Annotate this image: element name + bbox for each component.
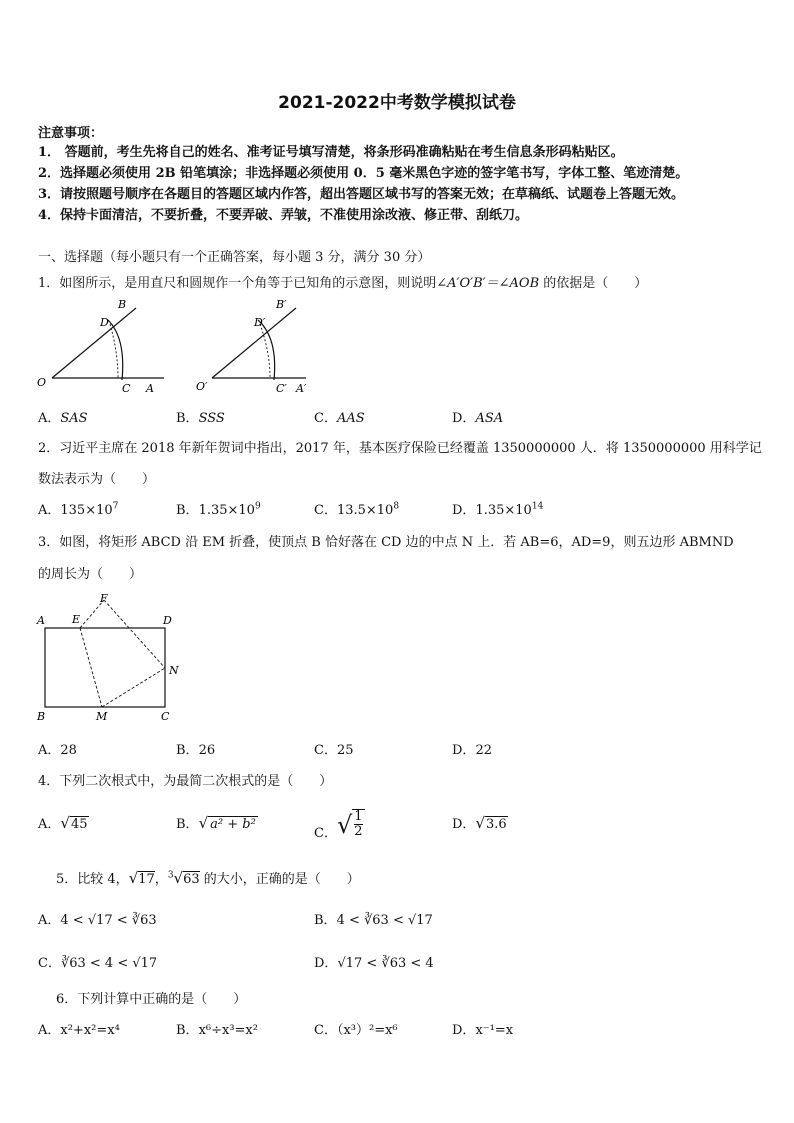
q6-option-b[interactable]: B．x⁶÷x³=x² <box>176 1023 258 1038</box>
q1-fig2-label-D: D′ <box>254 316 266 329</box>
question-3-line-1: 3．如图，将矩形 ABCD 沿 EM 折叠，使顶点 B 恰好落在 CD 边的中点 N 上．若 AB=6，AD=9，则五边形 ABMND <box>38 535 734 550</box>
q3-label-E: E <box>72 613 81 626</box>
q3-figure <box>34 590 194 726</box>
question-6-stem: 6．下列计算中正确的是（ ） <box>56 992 247 1007</box>
q5-option-b[interactable]: B．4 < ∛63 < √17 <box>314 913 433 928</box>
radical-icon: √ <box>198 814 209 832</box>
q5-option-a[interactable]: A．4 < √17 < ∛63 <box>38 913 157 928</box>
q1-fig1-label-D: D <box>100 316 109 329</box>
section-heading: 一、选择题（每小题只有一个正确答案，每小题 3 分，满分 30 分） <box>38 250 431 265</box>
question-4-stem: 4．下列二次根式中，为最简二次根式的是（ ） <box>38 774 333 789</box>
radical-icon: √ <box>475 814 485 832</box>
q3-label-A: A <box>37 614 45 627</box>
q1-fig2-label-B: B′ <box>276 298 287 311</box>
q4-option-b[interactable]: B．√ a² + b² <box>176 814 256 832</box>
radical-icon: √ <box>128 869 139 887</box>
q1-fig1-label-A: A <box>146 382 154 395</box>
q3-label-N: N <box>169 664 179 677</box>
q4-option-d[interactable]: D．√3.6 <box>452 814 507 832</box>
question-3-line-2: 的周长为（ ） <box>38 567 143 582</box>
q6-option-a[interactable]: A．x²+x²=x⁴ <box>38 1023 120 1038</box>
q5-option-d[interactable]: D．√17 < ∛63 < 4 <box>314 956 434 971</box>
q1-fig1-label-O: O <box>37 376 47 389</box>
q1-figure-copy <box>196 298 307 395</box>
q1-fig1-label-C: C <box>122 382 131 395</box>
question-5-stem: 5．比较 4，√17，$^3$√63 的大小，正确的是（ ） <box>56 869 360 887</box>
question-2-line-2: 数法表示为（ ） <box>38 472 156 487</box>
q3-option-a[interactable]: A．28 <box>38 743 77 758</box>
q3-option-b[interactable]: B．26 <box>176 743 216 758</box>
q1-option-c[interactable]: C．AAS <box>314 411 365 426</box>
q1-figure-original <box>37 298 164 395</box>
q1-option-b[interactable]: B．SSS <box>176 411 225 426</box>
notice-item-4: 4．保持卡面清洁，不要折叠，不要弄破、弄皱，不准使用涂改液、修正带、刮纸刀。 <box>38 208 529 223</box>
page-title: 2021-2022中考数学模拟试卷 <box>278 93 516 113</box>
radical-icon: √ <box>173 869 184 887</box>
q1-fig2-label-C: C′ <box>276 382 287 395</box>
q1-figures <box>34 296 334 396</box>
q3-label-F: F <box>100 592 108 605</box>
q6-option-c[interactable]: C．（x³）²=x⁶ <box>314 1023 398 1038</box>
q5-option-c[interactable]: C．∛63 < 4 < √17 <box>38 956 158 971</box>
q1-fig2-label-A: A′ <box>296 382 307 395</box>
q2-option-a[interactable]: A．$135\times 10^7$ <box>38 501 119 518</box>
q3-label-M: M <box>96 710 108 723</box>
question-2-line-1: 2．习近平主席在 2018 年新年贺词中指出，2017 年，基本医疗保险已经覆盖 1350000000 人．将 1350000000 用科学记 <box>38 441 762 456</box>
q1-stem-math: ∠A′O′B′＝∠AOB <box>436 276 540 291</box>
notice-item-3: 3．请按照题号顺序在各题目的答题区域内作答，超出答题区域书写的答案无效；在草稿纸、试题卷上答题无效。 <box>38 187 685 202</box>
q1-stem-tail: 的依据是（ ） <box>539 276 648 291</box>
q2-option-d[interactable]: D．$1.35\times 10^{14}$ <box>452 501 544 518</box>
q4-option-c[interactable]: C．√ $\frac{1}{2}$ <box>314 808 363 841</box>
q6-option-d[interactable]: D．x⁻¹=x <box>452 1023 514 1038</box>
q2-option-b[interactable]: B．$1.35\times 10^9$ <box>176 501 261 518</box>
question-1-stem <box>38 272 647 291</box>
q1-stem-text: 1．如图所示，是用直尺和圆规作一个角等于已知角的示意图，则说明 <box>38 276 437 291</box>
q3-option-c[interactable]: C．25 <box>314 743 354 758</box>
notice-item-2: 2．选择题必须使用 2B 铅笔填涂；非选择题必须使用 0．5 毫米黑色字迹的签字笔书写，字体工整、笔迹清楚。 <box>38 166 689 181</box>
q4-option-a[interactable]: A．√45 <box>38 814 88 832</box>
notice-item-1: 1． 答题前，考生先将自己的姓名、准考证号填写清楚，将条形码准确粘贴在考生信息条形码粘贴区。 <box>38 145 624 160</box>
q3-label-C: C <box>161 710 170 723</box>
q2-option-c[interactable]: C．$13.5\times 10^8$ <box>314 501 400 518</box>
q1-option-d[interactable]: D．ASA <box>452 411 504 426</box>
q3-label-D: D <box>163 614 172 627</box>
q1-option-a[interactable]: A．SAS <box>38 411 88 426</box>
q1-fig2-label-O: O′ <box>196 380 208 393</box>
q1-fig1-label-B: B <box>118 298 127 311</box>
q3-label-B: B <box>37 710 46 723</box>
radical-icon: √ <box>336 811 353 839</box>
radical-icon: √ <box>60 814 70 832</box>
q3-option-d[interactable]: D．22 <box>452 743 492 758</box>
notice-heading: 注意事项： <box>38 126 104 141</box>
